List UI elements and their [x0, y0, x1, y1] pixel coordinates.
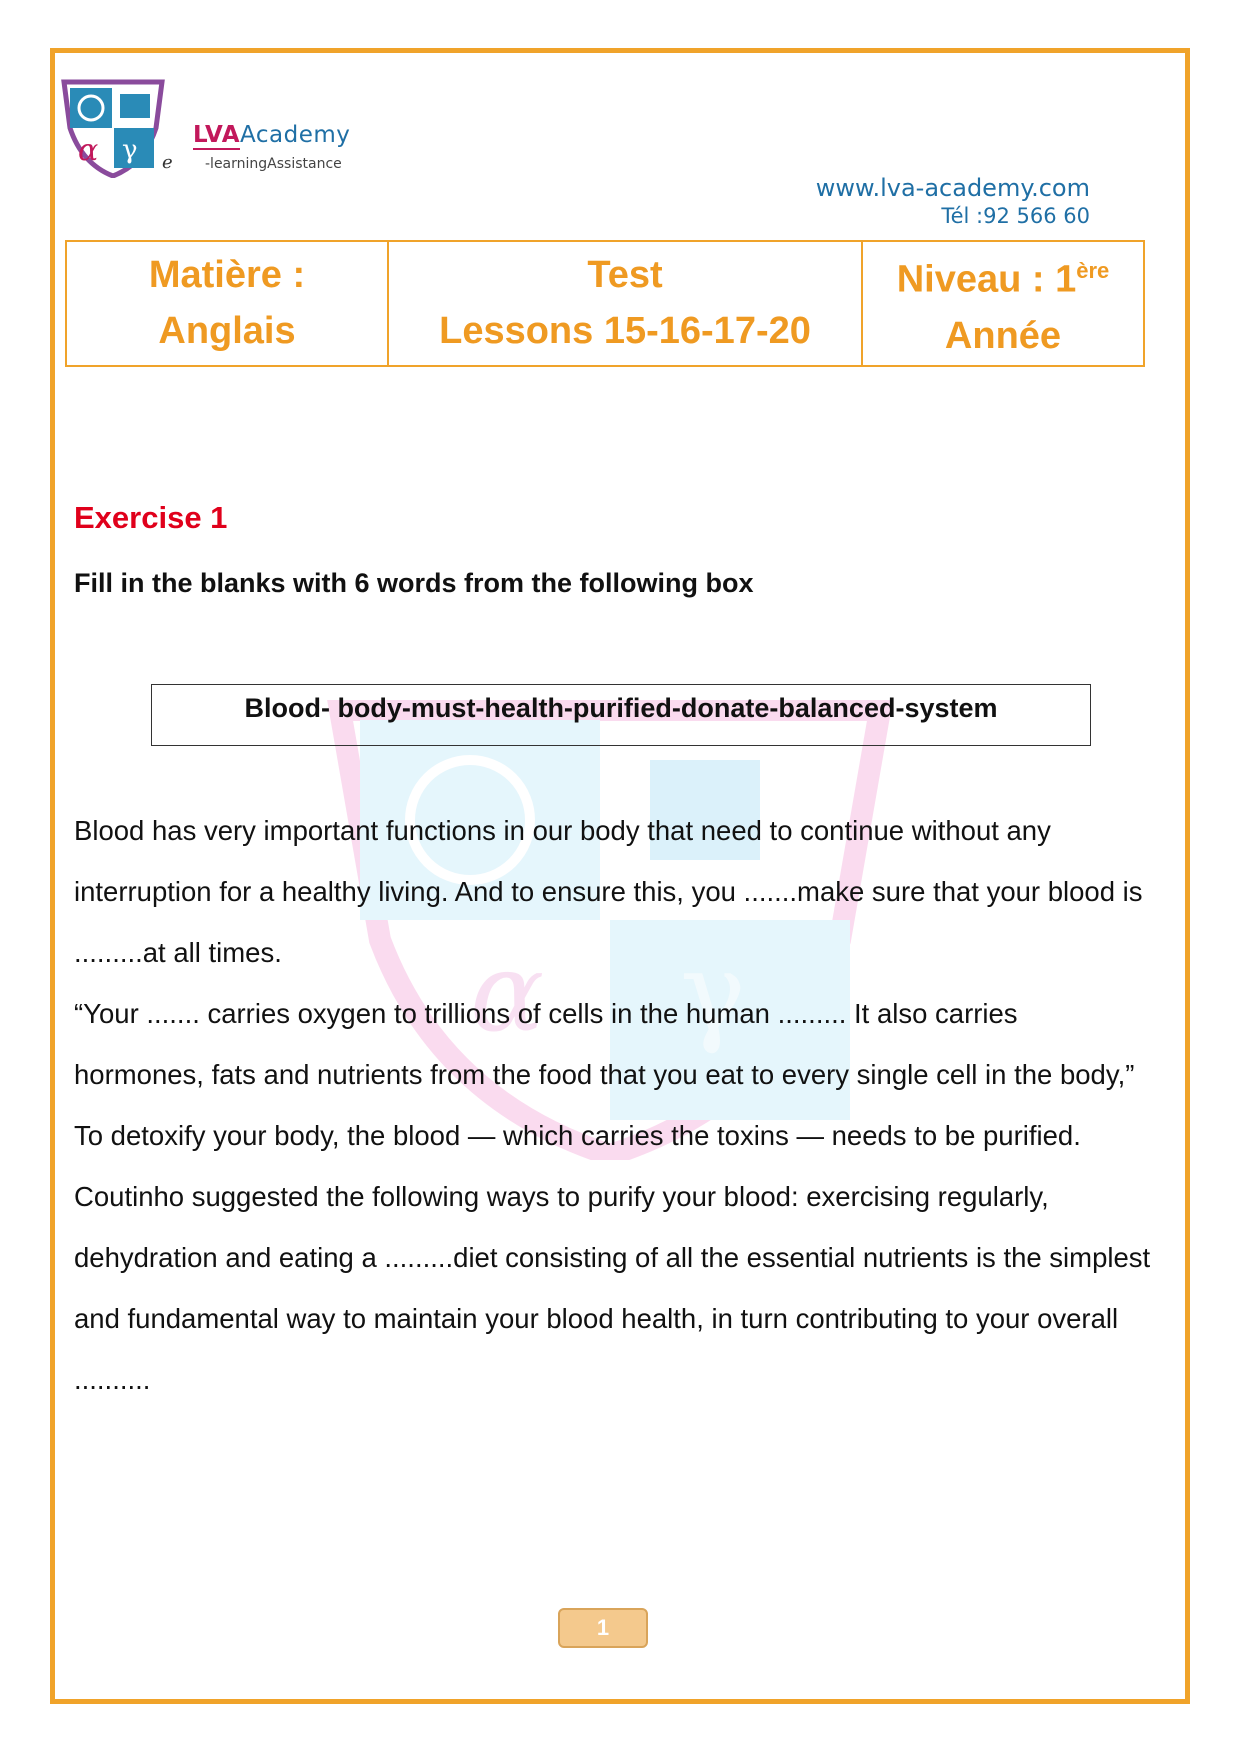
test-cell	[388, 241, 862, 366]
subject-value: Anglais	[158, 310, 296, 353]
brand-name	[193, 122, 350, 148]
passage-paragraph-3: To detoxify your body, the blood — which carries the toxins — needs to be purified. Coutinho suggested the following ways to purify your blood: exercising regularly, dehydration and eating a .........diet consisting of all the essential nutrients is the simplest and fundamental way to maintain your blood health, in turn contributing to your overall ..........	[74, 1120, 1151, 1395]
svg-text:γ: γ	[122, 135, 138, 165]
lva-shield-logo	[58, 78, 168, 178]
test-label: Test	[587, 254, 663, 297]
exercise-title: Exercise 1	[74, 500, 228, 535]
brand-tagline: -learningAssistance	[205, 156, 342, 172]
word-box: Blood- body-must-health-purified-donate-balanced-system	[151, 684, 1091, 746]
subject-label: Matière :	[148, 254, 306, 297]
info-table	[65, 240, 1145, 367]
page-number: 1	[558, 1608, 648, 1648]
svg-text:γ: γ	[680, 928, 746, 1056]
svg-text:α: α	[78, 133, 99, 168]
subject-cell	[66, 241, 388, 366]
level-superscript: ère	[1076, 258, 1110, 283]
level-cell	[862, 241, 1144, 366]
brand-e-letter: e	[162, 152, 173, 173]
svg-text:α: α	[470, 928, 545, 1056]
level-value: Année	[944, 314, 1062, 357]
website-link[interactable]: www.lva-academy.com	[815, 174, 1090, 202]
brand-academy: Academy	[240, 122, 351, 148]
exercise-instruction: Fill in the blanks with 6 words from the following box	[74, 568, 754, 598]
test-lessons: Lessons 15-16-17-20	[439, 310, 811, 353]
passage-paragraph-2: “Your ....... carries oxygen to trillions of cells in the human ......... It also carries hormones, fats and nutrients from the food that you eat to every single cell in the body,”	[74, 998, 1135, 1090]
phone-number: Tél :92 566 60	[941, 204, 1090, 228]
passage	[74, 800, 1154, 1410]
passage-paragraph-1: Blood has very important functions in our body that need to continue without any interruption for a healthy living. And to ensure this, you .......make sure that your blood is .........at all times.	[74, 815, 1143, 968]
brand-lva: LVA	[193, 122, 241, 148]
level-label: Niveau : 1ère	[896, 258, 1110, 301]
